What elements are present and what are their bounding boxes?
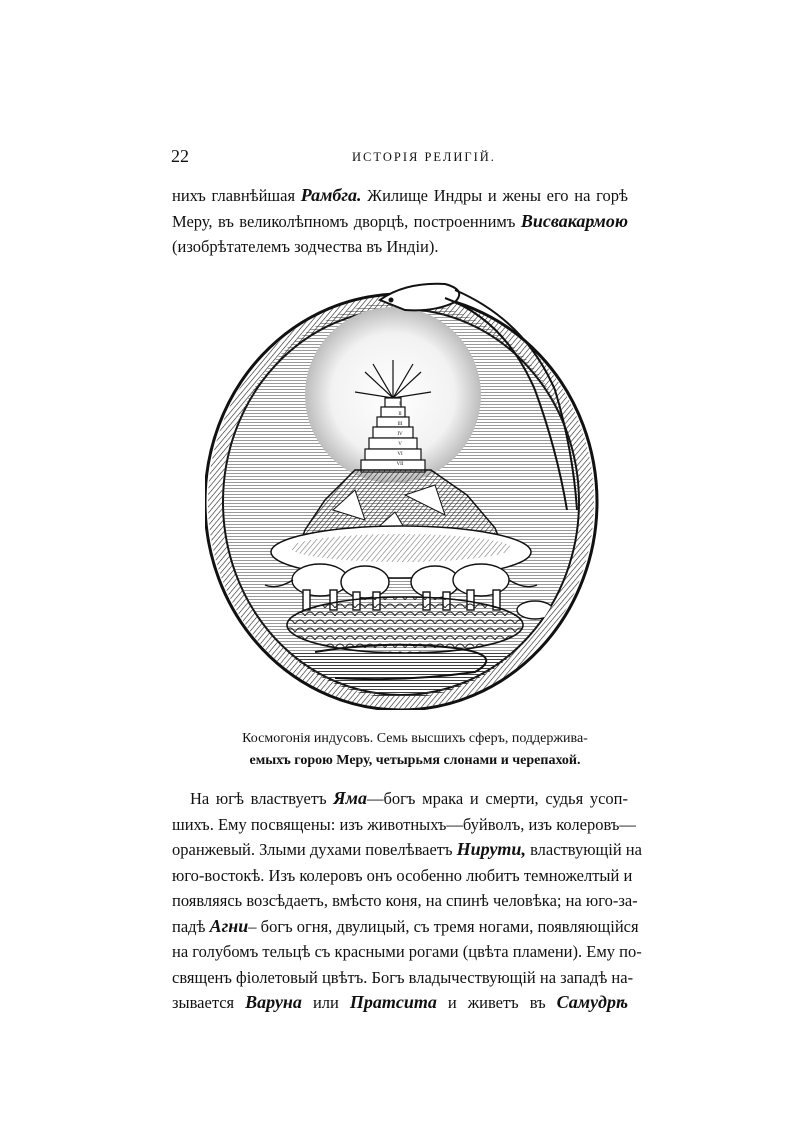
text-line: на голубомъ тельцѣ съ красными рогами (цвѣта пламени). Ему по- bbox=[172, 942, 642, 961]
text-line: нихъ главнѣйшая Рамбга. Жилище Индры и жены его на горѣ bbox=[172, 185, 628, 205]
text-line: На югѣ властвуетъ Яма—богъ мрака и смерти, судья усоп- bbox=[190, 788, 628, 808]
text-line: падѣ Агни– богъ огня, двулицый, съ тремя ногами, появляющійся bbox=[172, 915, 639, 936]
text-line: шихъ. Ему посвящены: изъ животныхъ—буйволъ, изъ колеровъ— bbox=[172, 814, 636, 834]
sphere-numeral: II bbox=[398, 412, 402, 417]
caption-line: емыхъ горою Меру, четырьмя слонами и черепахой. bbox=[249, 753, 581, 768]
text-line: юго-востокѣ. Изъ колеровъ онъ особенно любитъ темножелтый и bbox=[172, 865, 633, 885]
figure-caption bbox=[205, 728, 625, 772]
text-line: зывается Варуна или Пратсита и живетъ въ Самудрѣ bbox=[172, 992, 628, 1012]
main-paragraph bbox=[172, 786, 642, 1016]
page-number: 22 bbox=[171, 146, 189, 166]
sphere-numeral: VI bbox=[397, 452, 403, 457]
sphere-numeral: V bbox=[398, 442, 402, 447]
sphere-numerals bbox=[385, 400, 415, 470]
text-line: Меру, въ великолѣпномъ дворцѣ, построеннимъ Висвакармою bbox=[172, 210, 628, 231]
text-line: священъ фіолетовый цвѣтъ. Богъ владычествующій на западѣ на- bbox=[172, 967, 634, 987]
cosmogony-engraving bbox=[205, 280, 625, 710]
running-title: ИСТОРІЯ РЕЛИГІЙ. bbox=[352, 150, 496, 164]
sphere-numeral: IV bbox=[397, 432, 403, 437]
sphere-numeral: III bbox=[397, 422, 403, 427]
sphere-numeral: VII bbox=[396, 462, 404, 467]
text-line: оранжевый. Злыми духами повелѣваетъ Нирути, властвующій на bbox=[172, 839, 642, 859]
sphere-numeral: I bbox=[399, 402, 401, 407]
text-line: (изобрѣтателемъ зодчества въ Индіи). bbox=[172, 237, 439, 256]
top-paragraph bbox=[172, 183, 628, 260]
caption-line: Космогонія индусовъ. Семь высшихъ сферъ, поддержива- bbox=[242, 731, 588, 746]
text-line: появляясь возсѣдаетъ, вмѣсто коня, на спинѣ человѣка; на юго-за- bbox=[172, 891, 638, 910]
